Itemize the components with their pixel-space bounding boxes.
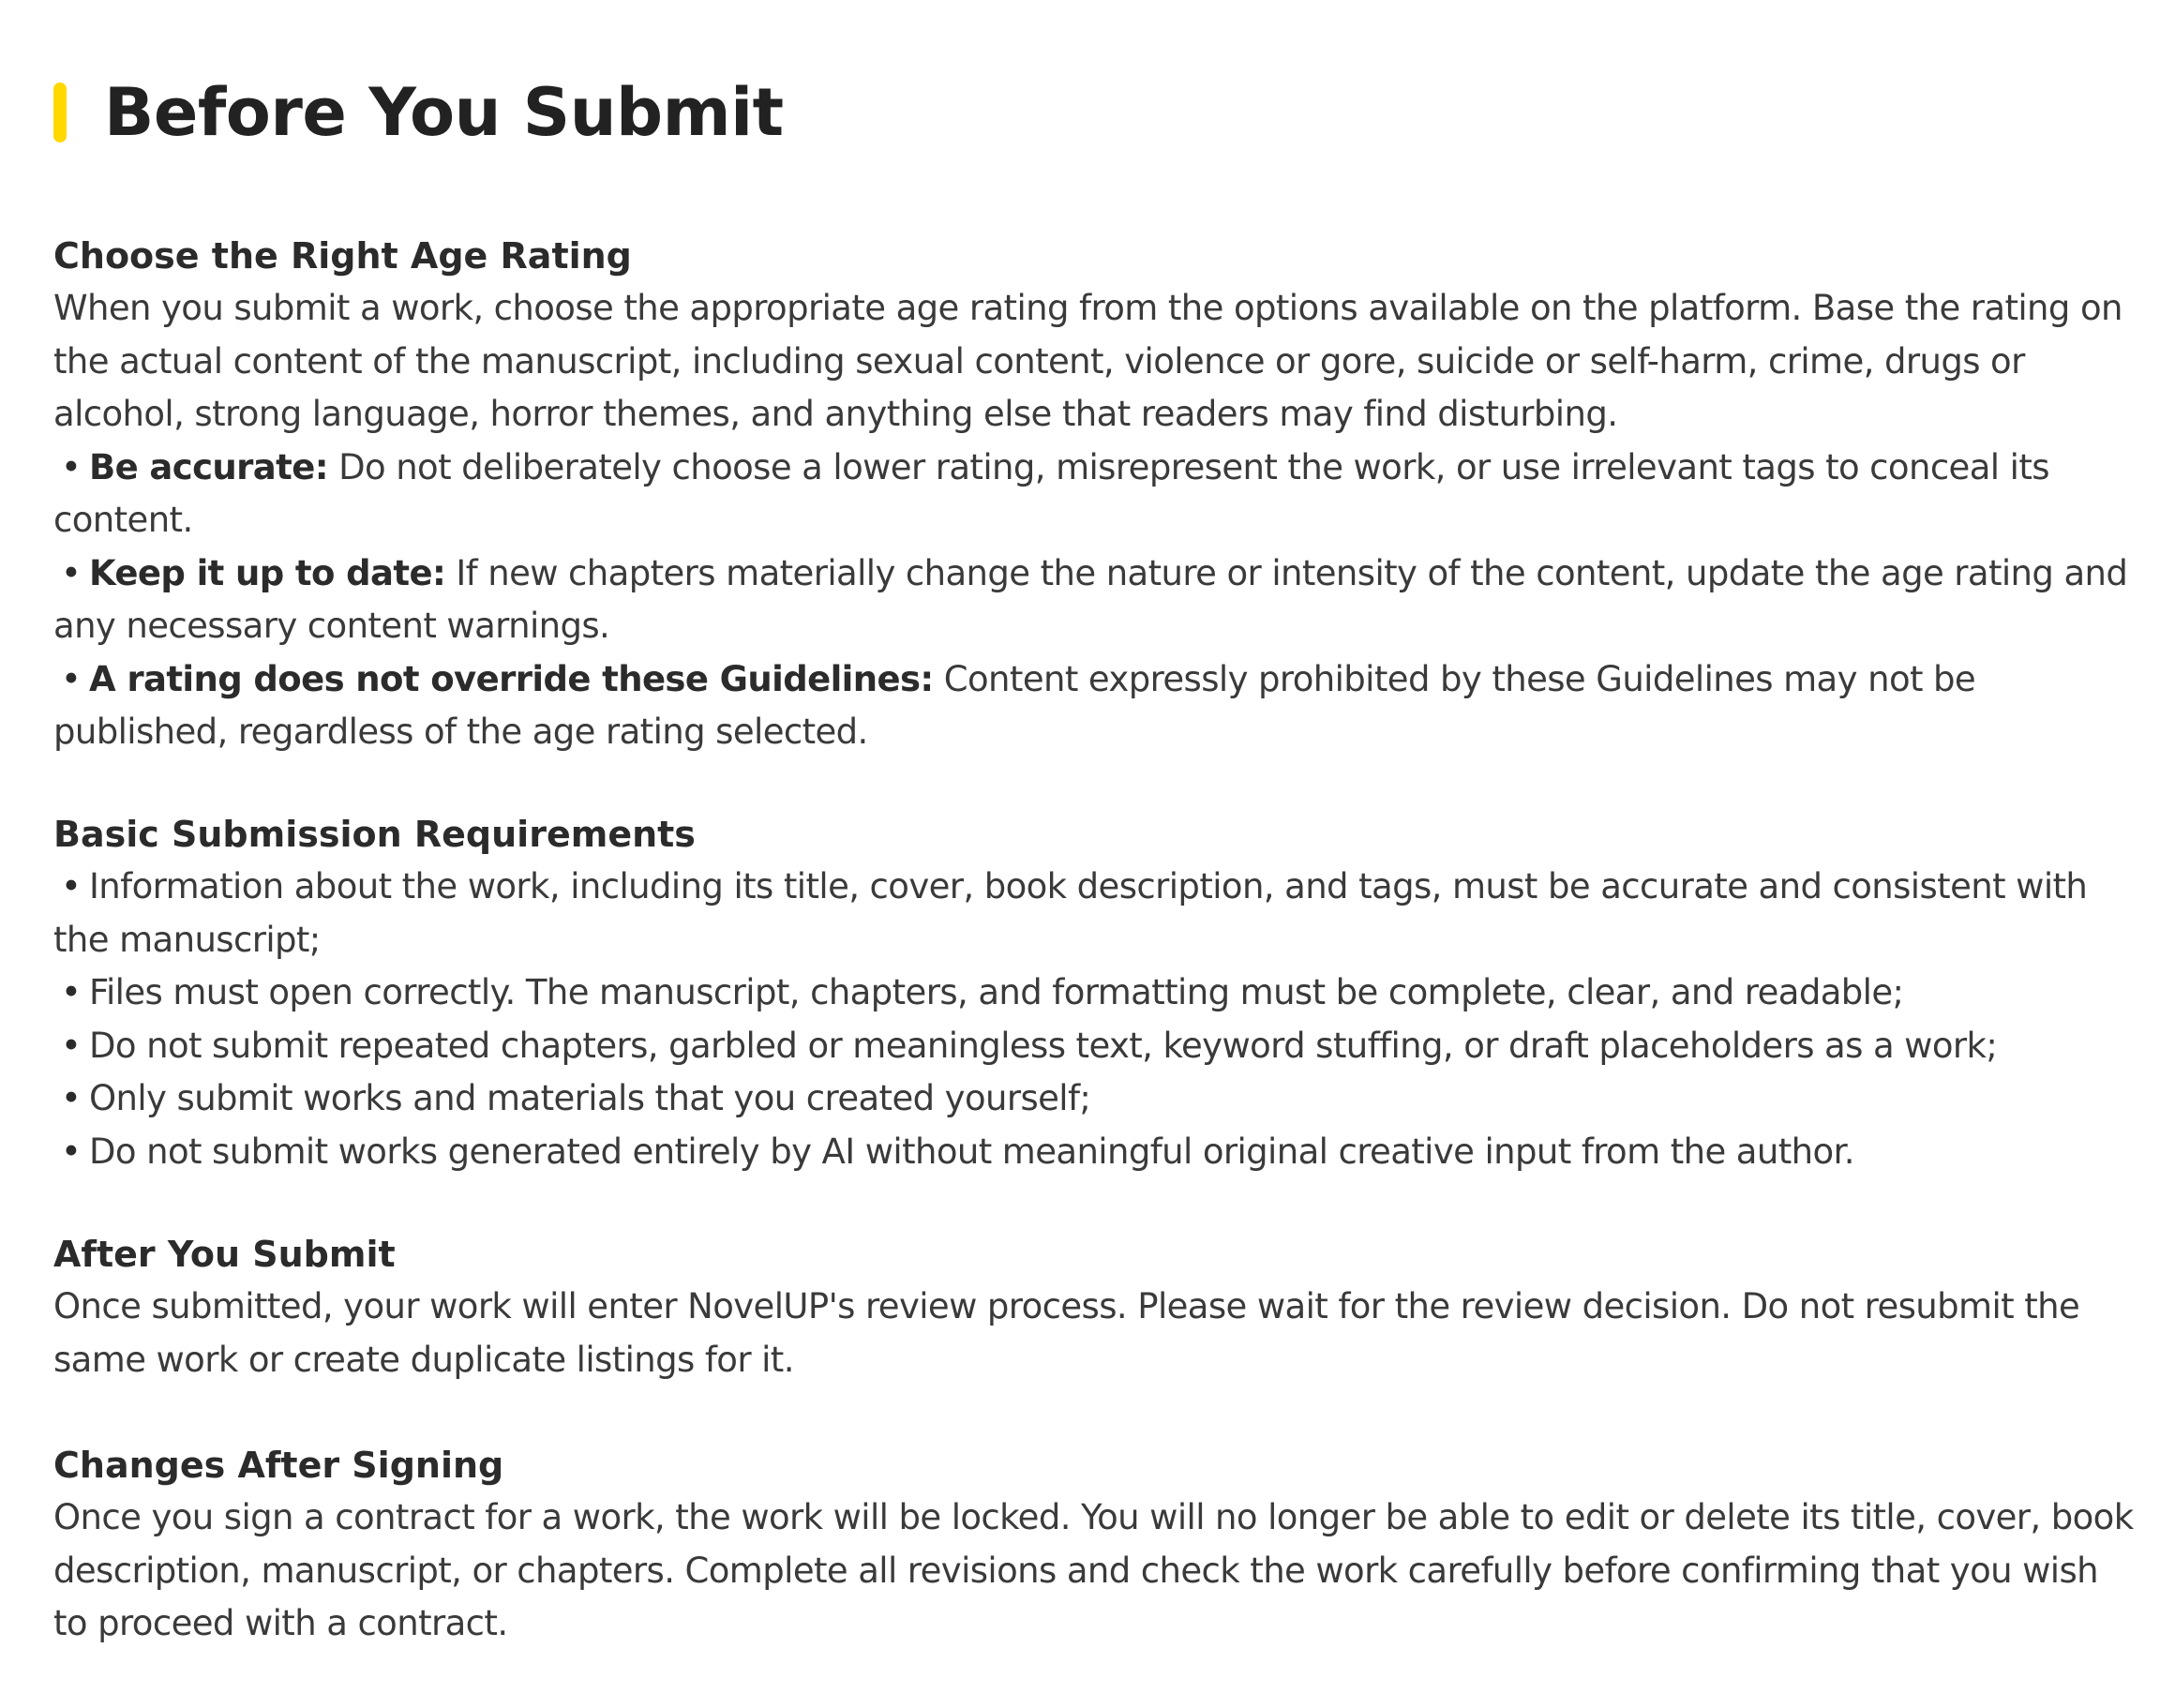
bullet-text: Only submit works and materials that you created yourself; <box>89 1078 1091 1118</box>
bullet-lead: Be accurate: <box>89 446 328 487</box>
bullet-item <box>53 1020 2138 1073</box>
bullet-glyph: • <box>61 658 82 699</box>
section-submission-requirements <box>53 808 2138 1178</box>
bullet-glyph: • <box>61 1025 82 1066</box>
bullet-glyph: • <box>61 446 82 487</box>
section-paragraph: Once you sign a contract for a work, the work will be locked. You will no longer be able to edit or delete its title, cover, book description, manuscript, or chapters. Complete all revisions and check the work carefully before confirming that you wish to proceed with a contract. <box>53 1497 2134 1643</box>
bullet-item <box>53 547 2138 653</box>
section-age-rating <box>53 230 2138 759</box>
bullet-text: Information about the work, including its title, cover, book description, and tags, must be accurate and consistent with the manuscript; <box>53 866 2088 960</box>
bullet-item <box>53 1126 2138 1179</box>
section-paragraph: Once submitted, your work will enter NovelUP's review process. Please wait for the review decision. Do not resubmit the same work or create duplicate listings for it. <box>53 1286 2080 1380</box>
section-paragraph: When you submit a work, choose the appropriate age rating from the options available on the platform. Base the rating on the actual content of the manuscript, including sexual content, violence or gore, suicide or self-harm, crime, drugs or alcohol, strong language, horror themes, and anything else that readers may find disturbing. <box>53 288 2122 434</box>
bullet-glyph: • <box>61 1131 82 1172</box>
section-heading: After You Submit <box>53 1234 396 1275</box>
section-heading: Choose the Right Age Rating <box>53 235 632 277</box>
section-heading: Changes After Signing <box>53 1445 504 1486</box>
bullet-glyph: • <box>61 866 82 906</box>
bullet-glyph: • <box>61 1078 82 1118</box>
bullet-text: If new chapters materially change the nature or intensity of the content, update the age rating and any necessary content warnings. <box>53 552 2128 646</box>
bullet-item <box>53 966 2138 1020</box>
section-heading: Basic Submission Requirements <box>53 814 696 855</box>
bullet-glyph: • <box>61 552 82 593</box>
bullet-lead: Keep it up to date: <box>89 552 446 593</box>
bullet-item <box>53 861 2138 966</box>
bullet-text: Do not deliberately choose a lower rating, misrepresent the work, or use irrelevant tags to conceal its content. <box>53 446 2049 540</box>
bullet-text: Files must open correctly. The manuscript, chapters, and formatting must be complete, clear, and readable; <box>89 972 1904 1012</box>
bullet-glyph: • <box>61 972 82 1012</box>
bullet-item <box>53 1072 2138 1126</box>
bullet-lead: A rating does not override these Guidelines: <box>89 658 934 699</box>
bullet-text: Do not submit repeated chapters, garbled or meaningless text, keyword stuffing, or draft placeholders as a work; <box>89 1025 1998 1066</box>
bullet-item <box>53 653 2138 759</box>
section-changes-after-signing <box>53 1439 2138 1651</box>
bullet-text: Content expressly prohibited by these Guidelines may not be published, regardless of the age rating selected. <box>53 658 1976 752</box>
bullet-item <box>53 442 2138 547</box>
page-header <box>53 70 2122 155</box>
page-title: Before You Submit <box>104 74 784 151</box>
bullet-text: Do not submit works generated entirely by AI without meaningful original creative input from the author. <box>89 1131 1854 1172</box>
section-after-submit <box>53 1228 2138 1386</box>
title-accent-bar <box>53 82 67 142</box>
